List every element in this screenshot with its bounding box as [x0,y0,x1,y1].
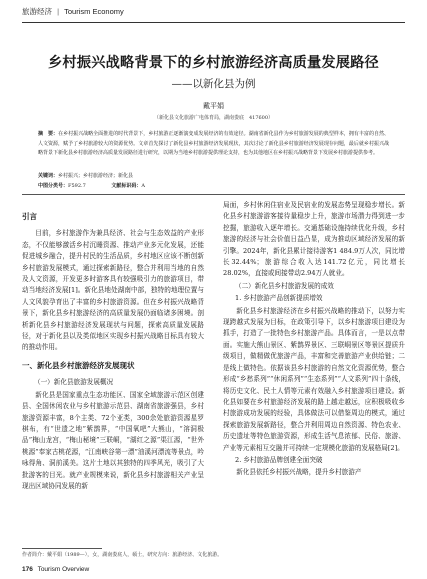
right-column [223,200,405,479]
intro-paragraph: 目前，乡村旅游作为兼具经济、社会与生态效益的产业形态，不仅能够激活乡村沉睡资源、推动产业多元化发展，还能促进城乡融合，提升村民的生活品质，乡村地区应该不断创新乡村旅游发展模式，通过探索新路径，整合并利用当地的自然及人文资源，开发更多时游客具有较强吸引力的旅游项目，带动当地经济发展[1]。新化县地处湖南中部，独特的地理位置与人文风貌孕育出了丰富的乡村旅游资源。但在乡村振兴战略背景下，新化县乡村旅游经济的高质量发展仍面临诸多困境。剖析新化县乡村旅游经济发展现状与问题，探索高质量发展路径，对于新化县以及类似地区实现乡村振兴战略目标具有较大的推动作用。 [22,229,204,352]
author-affiliation: （新化县文化旅游广电体育局，湖南娄底 417600） [153,115,274,121]
author-name: 戴平娟 [203,102,224,110]
keywords-label: 关键词： [38,173,59,179]
keywords [38,172,133,179]
section-1-1-paragraph: 新化县是国家重点生态功能区、国家全域旅游示范区创建县、全国休闲农业与乡村旅游示范县、湖南省旅游强县，乡村旅游资源丰富，8个主类、72个亚类，300余处旅游资源星罗棋布，有“世遗之地”紫鹊界，“中国氧吧”大熊山，“溶洞极品”梅山龙宫，“梅山秘境”三联峒，“湖红之源”渠江源，“世外桃源”奉家古桃花源，“江南峡谷第一漂”油溪河漂流等景点，吟咏得角、洞前溪美。这片土地以其独特的四季风光，吸引了大批游客的目光。就产业规模来说，新化县乡村旅游相关产业呈现出区域协同发展的新 [22,390,204,490]
abstract-label: 摘 要： [38,131,59,137]
abstract-text: 在乡村振兴战略全面推进的时代背景下，乡村旅游正逐渐演变成发展经济的有效途径。湖南省新化县作为乡村旅游发展的典型样本，拥有丰富的自然、人文资源，赋予了乡村旅游较大的资源优势。文章首先探讨了新化县乡村旅游经济发展现状，其次讨论了新化县乡村旅游经济发展现存问题，最后就乡村振兴战略背景下新化县乡村旅游经济高质量发展路径进行研究，以期为当地乡村旅游提供理论支持，也为其他地区在乡村振兴战略背景下发展乡村旅游提供参考。 [38,131,389,157]
section-label-en: Tourism Economy [64,7,124,16]
section-1-2-2-heading: 2. 乡村旅游品牌创建全面突破 [235,455,323,464]
author-footnote: 作者简介：戴平娟（1989—），女，湖南娄底人，硕士，研究方向：旅游经济、文化旅游。 [22,552,223,558]
running-header [22,6,405,20]
section-1-2-1-paragraph: 新化县乡村旅游经济在乡村振兴战略的推动下，以努力实现跨越式发展为目标，在政策引导下，以乡村旅游项目建设为抓手，打造了一批特色乡村旅游产品。具体而言，一是以点带面。实施大熊山景区、紫鹊界景区、三联峒景区等景区提质升级项目，做精做优旅游产品，丰富和完善旅游产业供给链；二是线上做特色。依据该县乡村旅游的自然文化资源优势，整合形成“乡愁系列”“休闲系列”“生态系列”“人文系列”四十条线，将历史文化、民土人情等元素有效融入乡村旅游项目建设。新化县如要在乡村旅游经济发展的路上越走越远，应积极吸收乡村旅游成功发展的经验，具体做法可以借鉴周边的模式，通过探索旅游发展新路径，整合并利用周边自然资源、特色农业、历史遗址等特色旅游资源，形成生活气息浓郁、民俗、旅游、产业等元素相互交融并可持续一定规模化旅游的发展格局[2]。 [223,306,405,452]
section-1-heading: 一、新化县乡村旅游经济发展现状 [22,360,135,370]
page-footer [22,566,89,573]
section-1-2-heading: （二）新化县乡村旅游发展的成效 [235,281,334,290]
page-number: 176 [22,566,33,573]
footnote-rule [22,548,102,549]
header-rule [22,22,405,23]
left-column [22,205,204,492]
section-1-2-1-heading: 1. 乡村旅游产品创新提质增效 [235,294,323,303]
continued-paragraph: 局面，乡村休闲住宿业及民宿业的发展态势呈现稳步增长。新化县乡村旅游游客接待量稳步上升，旅游市场潜力得到进一步挖掘，旅游收入逐年增长。交通基础设施持续优化升级，乡村旅游的经济与社会价值日益凸显，成为推动区域经济发展的新引擎。2024年，新化县累计接待游客1 484.9万人次，同比增长32.44%；旅游综合收入达141.72亿元，同比增长28.02%，直接或间接带动2.94万人就业。 [223,201,405,278]
doc-code: A [141,183,146,189]
article-title: 乡村振兴战略背景下的乡村旅游经济高质量发展路径 [48,55,379,71]
section-rule [22,194,405,195]
journal-name: Tourism Overview [37,566,90,573]
article-subtitle: ——以新化县为例 [171,78,256,90]
clc-code: F592.7 [68,183,86,189]
classification-line [38,182,389,189]
intro-heading: 引言 [22,212,37,221]
abstract [38,130,389,159]
header-separator: | [57,7,60,16]
keywords-text: 乡村振兴；乡村旅游经济；新化县 [58,173,134,179]
clc-label: 中图分类号： [38,183,69,189]
doc-code-label: 文献标识码： [111,183,142,189]
section-1-2-2-paragraph: 新化县依托乡村振兴战略，提升乡村旅游产 [236,468,362,477]
section-1-1-heading: （一）新化县旅游发展概况 [34,378,114,387]
section-label-cn: 旅游经济 [22,7,52,16]
